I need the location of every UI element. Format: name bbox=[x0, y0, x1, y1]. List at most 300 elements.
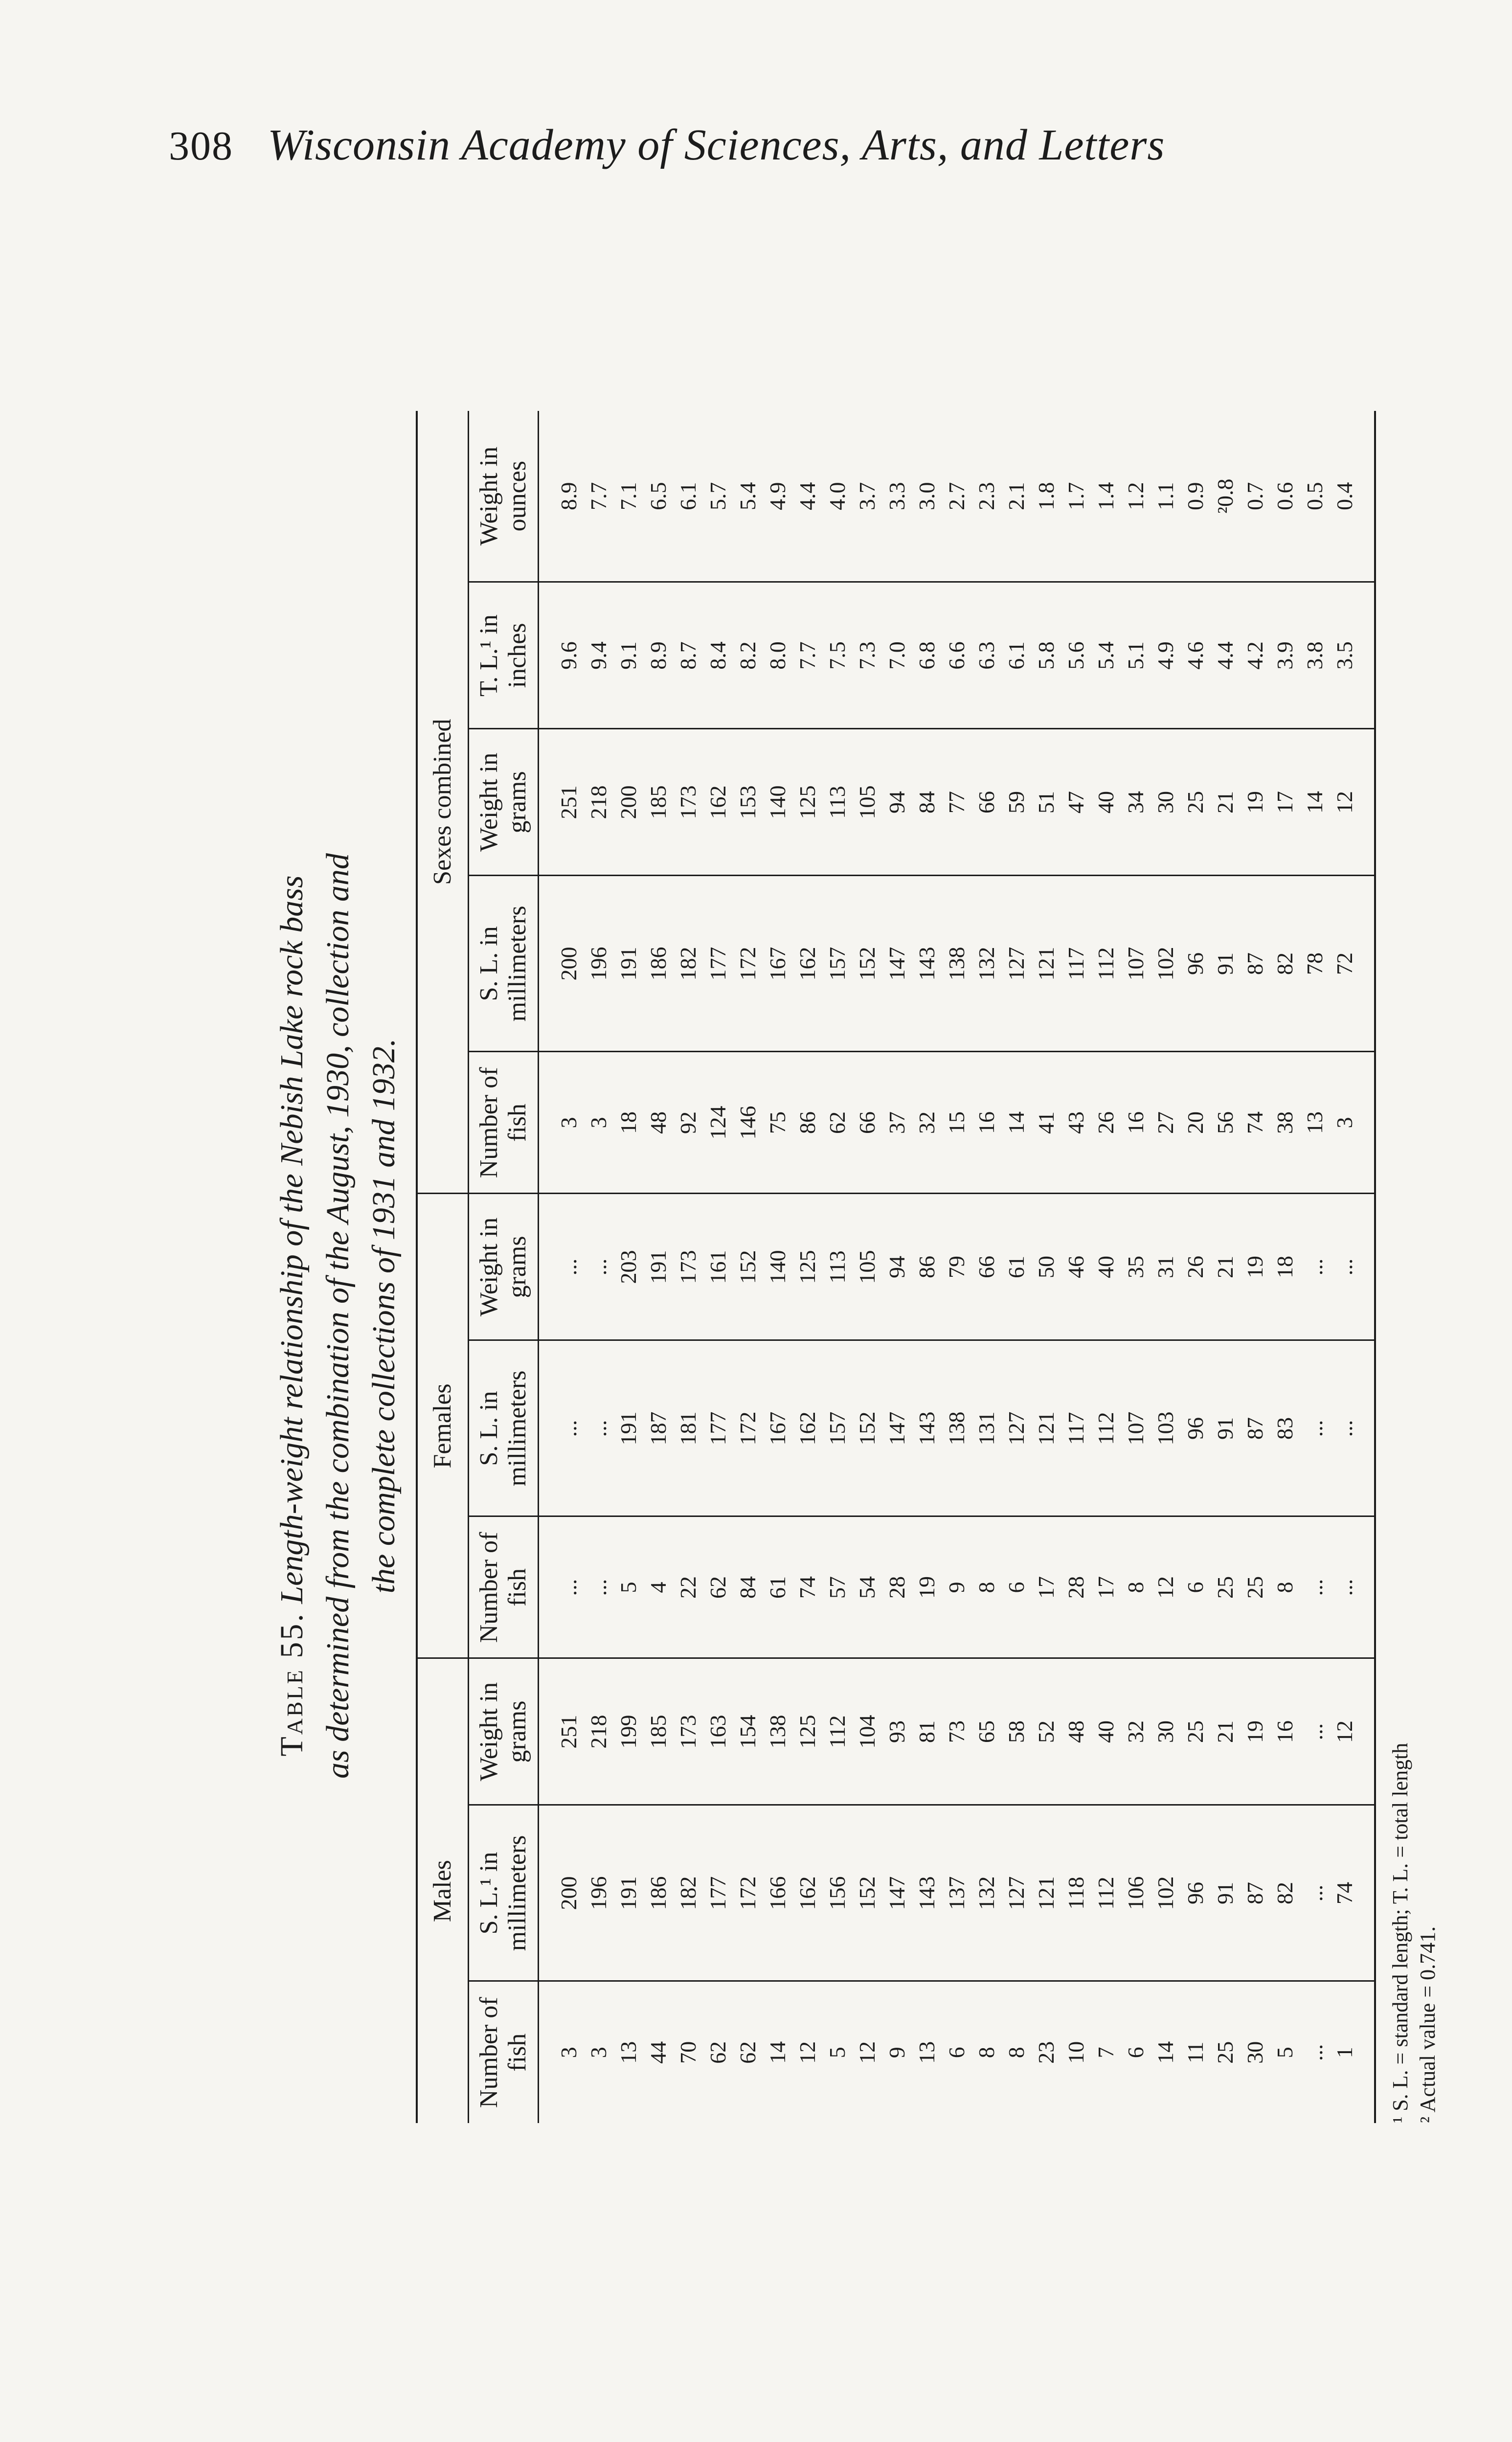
footnote-1: ¹ S. L. = standard length; T. L. = total length bbox=[1388, 1742, 1412, 2123]
table-cell: 8.4 bbox=[703, 582, 733, 729]
table-cell: 125 bbox=[792, 1194, 822, 1340]
table-row bbox=[822, 411, 852, 2123]
table-cell: 138 bbox=[942, 1340, 971, 1516]
table-cell: 65 bbox=[971, 1658, 1001, 1805]
table-cell: 112 bbox=[1091, 1340, 1121, 1516]
table-cell: 12 bbox=[1330, 729, 1374, 876]
table-cell: 8.9 bbox=[539, 411, 584, 582]
table-cell: 91 bbox=[1210, 1805, 1240, 1981]
caption-line-1 bbox=[269, 362, 315, 2270]
table-cell: 181 bbox=[673, 1340, 703, 1516]
table-cell: 43 bbox=[1061, 1052, 1091, 1194]
table-cell: 34 bbox=[1121, 729, 1151, 876]
table-row bbox=[882, 411, 912, 2123]
table-cell: 62 bbox=[705, 2041, 730, 2064]
table-cell: 41 bbox=[1031, 1052, 1061, 1194]
table-cell: 218 bbox=[584, 729, 613, 876]
table-cell: 104 bbox=[852, 1658, 882, 1805]
table-cell: 0.9 bbox=[1180, 411, 1210, 582]
table-cell: 92 bbox=[673, 1052, 703, 1194]
table-cell: 125 bbox=[792, 1658, 822, 1805]
table-row bbox=[942, 411, 971, 2123]
table-cell: 154 bbox=[733, 1658, 763, 1805]
caption-text-1: Length-weight relationship of the Nebish Lake rock bass bbox=[274, 875, 310, 1604]
col-females-sl: S. L. in millimeters bbox=[469, 1340, 539, 1516]
table-cell: 118 bbox=[1061, 1805, 1091, 1981]
table-cell: 16 bbox=[971, 1052, 1001, 1194]
table-cell: 17 bbox=[1091, 1516, 1121, 1658]
table-cell: 117 bbox=[1061, 1340, 1091, 1516]
table-cell: 1 bbox=[1332, 2047, 1357, 2058]
table-cell: 84 bbox=[733, 1516, 763, 1658]
table-cell: 4.4 bbox=[792, 411, 822, 582]
table-cell: 66 bbox=[852, 1052, 882, 1194]
table-cell: 26 bbox=[1180, 1194, 1210, 1340]
table-cell: 48 bbox=[643, 1052, 673, 1194]
table-cell: 30 bbox=[1151, 729, 1180, 876]
table-cell: 191 bbox=[613, 1340, 643, 1516]
table-cell: 200 bbox=[613, 729, 643, 876]
table-cell: 9.4 bbox=[584, 582, 613, 729]
table-cell: 31 bbox=[1151, 1194, 1180, 1340]
table-cell: 146 bbox=[733, 1052, 763, 1194]
table-cell: 8.0 bbox=[763, 582, 792, 729]
table-cell: 4.4 bbox=[1210, 582, 1240, 729]
table-cell: 173 bbox=[673, 729, 703, 876]
table-cell: 8 bbox=[1270, 1516, 1300, 1658]
table-cell: ... bbox=[584, 1340, 613, 1516]
table-cell: 2.7 bbox=[942, 411, 971, 582]
table-cell: 182 bbox=[673, 1805, 703, 1981]
table-cell: 0.5 bbox=[1300, 411, 1330, 582]
table-cell: 61 bbox=[763, 1516, 792, 1658]
table-cell: 3.0 bbox=[912, 411, 942, 582]
table-cell: 6.1 bbox=[673, 411, 703, 582]
table-body bbox=[539, 411, 1375, 2123]
table-cell: 25 bbox=[1210, 1516, 1240, 1658]
table-cell: 102 bbox=[1151, 876, 1180, 1052]
table-cell: 143 bbox=[912, 1340, 942, 1516]
col-males-number: Number of fish bbox=[469, 1981, 539, 2123]
table-cell: 7 bbox=[1093, 2047, 1118, 2058]
table-cell: 52 bbox=[1031, 1658, 1061, 1805]
table-cell: 40 bbox=[1091, 1194, 1121, 1340]
table-cell: 75 bbox=[763, 1052, 792, 1194]
table-cell: 47 bbox=[1061, 729, 1091, 876]
table-cell: 172 bbox=[733, 1340, 763, 1516]
table-cell: 51 bbox=[1031, 729, 1061, 876]
table-cell: ... bbox=[584, 1194, 613, 1340]
table-cell: 177 bbox=[703, 1805, 733, 1981]
table-cell: 218 bbox=[584, 1658, 613, 1805]
table-cell: 5.7 bbox=[703, 411, 733, 582]
table-cell: 3.7 bbox=[852, 411, 882, 582]
table-cell: 73 bbox=[942, 1658, 971, 1805]
table-cell: 152 bbox=[852, 1805, 882, 1981]
table-cell: 40 bbox=[1091, 1658, 1121, 1805]
table-cell: 2.3 bbox=[971, 411, 1001, 582]
table-cell: 16 bbox=[1121, 1052, 1151, 1194]
table-cell: 59 bbox=[1001, 729, 1031, 876]
table-cell: 1.4 bbox=[1091, 411, 1121, 582]
table-cell: 166 bbox=[763, 1805, 792, 1981]
table-cell: 87 bbox=[1240, 1805, 1270, 1981]
table-cell: 251 bbox=[539, 729, 584, 876]
table-cell: 9 bbox=[884, 2047, 909, 2058]
table-cell: 177 bbox=[703, 876, 733, 1052]
table-row bbox=[584, 411, 613, 2123]
table-cell: 38 bbox=[1270, 1052, 1300, 1194]
table-cell: 9.1 bbox=[613, 582, 643, 729]
table-cell: 81 bbox=[912, 1658, 942, 1805]
table-cell: 21 bbox=[1210, 1658, 1240, 1805]
table-row bbox=[1210, 411, 1240, 2123]
table-cell: ... bbox=[1330, 1516, 1374, 1658]
table-cell: 91 bbox=[1210, 876, 1240, 1052]
table-cell: 26 bbox=[1091, 1052, 1121, 1194]
table-cell: 191 bbox=[613, 1805, 643, 1981]
table-cell: 121 bbox=[1031, 1805, 1061, 1981]
table-cell: 40 bbox=[1091, 729, 1121, 876]
table-cell: 84 bbox=[912, 729, 942, 876]
table-cell: 138 bbox=[942, 876, 971, 1052]
table-cell: 8 bbox=[974, 2047, 999, 2058]
table-cell: 200 bbox=[539, 1805, 584, 1981]
table-cell: 3 bbox=[539, 1052, 584, 1194]
table-cell: 147 bbox=[882, 1805, 912, 1981]
table-cell: 4.9 bbox=[763, 411, 792, 582]
table-cell: 5 bbox=[613, 1516, 643, 1658]
table-cell: 173 bbox=[673, 1194, 703, 1340]
table-cell: 7.3 bbox=[852, 582, 882, 729]
caption-line-3: the complete collections of 1931 and 1932. bbox=[366, 1038, 402, 1594]
page-header bbox=[169, 120, 1343, 193]
table-cell: 161 bbox=[703, 1194, 733, 1340]
table-cell: 30 bbox=[1242, 2041, 1267, 2064]
table-cell: 74 bbox=[1330, 1805, 1374, 1981]
table-cell: 6.5 bbox=[643, 411, 673, 582]
group-males: Males bbox=[418, 1658, 469, 2123]
table-cell: 196 bbox=[584, 876, 613, 1052]
table-cell: ... bbox=[539, 1340, 584, 1516]
table-cell: 186 bbox=[643, 876, 673, 1052]
table-row bbox=[763, 411, 792, 2123]
table-cell: 21 bbox=[1210, 1194, 1240, 1340]
table-cell: ²0.8 bbox=[1210, 411, 1240, 582]
table-cell: 4.6 bbox=[1180, 582, 1210, 729]
table-label: Table 55. bbox=[274, 1612, 310, 1757]
col-females-number: Number of fish bbox=[469, 1516, 539, 1658]
table-cell: 3.8 bbox=[1300, 582, 1330, 729]
table-cell: 138 bbox=[763, 1658, 792, 1805]
table-cell: 251 bbox=[539, 1658, 584, 1805]
table-cell: 191 bbox=[613, 876, 643, 1052]
table-cell: 25 bbox=[1240, 1516, 1270, 1658]
table-cell: 30 bbox=[1151, 1658, 1180, 1805]
table-cell: 0.7 bbox=[1240, 411, 1270, 582]
table-cell: 113 bbox=[822, 729, 852, 876]
table-cell: 132 bbox=[971, 876, 1001, 1052]
table-cell: 6.8 bbox=[912, 582, 942, 729]
table-cell: 5.6 bbox=[1061, 582, 1091, 729]
table-cell: 117 bbox=[1061, 876, 1091, 1052]
table-cell: 203 bbox=[613, 1194, 643, 1340]
table-cell: 50 bbox=[1031, 1194, 1061, 1340]
table-cell: 182 bbox=[673, 876, 703, 1052]
table-cell: 121 bbox=[1031, 876, 1061, 1052]
table-cell: 74 bbox=[792, 1516, 822, 1658]
table-cell: 6 bbox=[1001, 1516, 1031, 1658]
table-cell: 102 bbox=[1151, 1805, 1180, 1981]
table-row bbox=[1180, 411, 1210, 2123]
table-row bbox=[852, 411, 882, 2123]
table-cell: 86 bbox=[912, 1194, 942, 1340]
table-cell: 12 bbox=[1151, 1516, 1180, 1658]
page-number: 308 bbox=[169, 123, 233, 169]
table-cell: 0.6 bbox=[1270, 411, 1300, 582]
table-cell: ... bbox=[1300, 1340, 1330, 1516]
table-cell: 0.4 bbox=[1330, 411, 1374, 582]
table-cell: 12 bbox=[1330, 1658, 1374, 1805]
table-cell: ... bbox=[539, 1194, 584, 1340]
table-cell: 137 bbox=[942, 1805, 971, 1981]
data-table-box bbox=[416, 411, 1376, 2123]
caption-line-2: as determined from the combination of the August, 1930, collection and bbox=[320, 853, 356, 1779]
table-cell: 103 bbox=[1151, 1340, 1180, 1516]
table-cell: 200 bbox=[539, 876, 584, 1052]
table-cell: 3 bbox=[556, 2047, 581, 2058]
table-cell: 4 bbox=[643, 1516, 673, 1658]
table-cell: ... bbox=[539, 1516, 584, 1658]
table-cell: 9.6 bbox=[539, 582, 584, 729]
table-cell: 4.0 bbox=[822, 411, 852, 582]
table-cell: 105 bbox=[852, 729, 882, 876]
table-cell: 185 bbox=[643, 729, 673, 876]
col-combined-number: Number of fish bbox=[469, 1052, 539, 1194]
table-cell: 4.2 bbox=[1240, 582, 1270, 729]
table-cell: 124 bbox=[703, 1052, 733, 1194]
table-cell: 167 bbox=[763, 1340, 792, 1516]
table-cell: 186 bbox=[643, 1805, 673, 1981]
table-cell: 87 bbox=[1240, 1340, 1270, 1516]
table-row bbox=[1091, 411, 1121, 2123]
table-row bbox=[703, 411, 733, 2123]
table-cell: 93 bbox=[882, 1658, 912, 1805]
table-cell: 113 bbox=[822, 1194, 852, 1340]
table-cell: 173 bbox=[673, 1658, 703, 1805]
table-cell: 3 bbox=[1330, 1052, 1374, 1194]
table-cell: 112 bbox=[1091, 876, 1121, 1052]
footnotes bbox=[1387, 362, 1442, 2123]
table-cell: 199 bbox=[613, 1658, 643, 1805]
table-cell: 19 bbox=[1240, 1658, 1270, 1805]
table-cell: 70 bbox=[676, 2041, 700, 2064]
table-cell: 22 bbox=[673, 1516, 703, 1658]
table-cell: 156 bbox=[822, 1805, 852, 1981]
table-cell: 7.5 bbox=[822, 582, 852, 729]
table-cell: 83 bbox=[1270, 1340, 1300, 1516]
table-cell: 140 bbox=[763, 1194, 792, 1340]
table-cell: 1.8 bbox=[1031, 411, 1061, 582]
table-cell: 28 bbox=[882, 1516, 912, 1658]
table-row bbox=[1061, 411, 1091, 2123]
col-males-weight: Weight in grams bbox=[469, 1658, 539, 1805]
table-cell: 17 bbox=[1031, 1516, 1061, 1658]
table-cell: 19 bbox=[912, 1516, 942, 1658]
rotated-table-block bbox=[259, 362, 1440, 2270]
table-row bbox=[971, 411, 1001, 2123]
table-cell: 6 bbox=[1180, 1516, 1210, 1658]
table-cell: 3.3 bbox=[882, 411, 912, 582]
table-cell: 74 bbox=[1240, 1052, 1270, 1194]
table-cell: 66 bbox=[971, 1194, 1001, 1340]
table-cell: 94 bbox=[882, 1194, 912, 1340]
table-cell: 185 bbox=[643, 1658, 673, 1805]
table-row bbox=[912, 411, 942, 2123]
table-cell: 12 bbox=[855, 2041, 880, 2064]
table-cell: 177 bbox=[703, 1340, 733, 1516]
col-females-weight: Weight in grams bbox=[469, 1194, 539, 1340]
group-sexes-combined: Sexes combined bbox=[418, 411, 469, 1194]
table-cell: 8.9 bbox=[643, 582, 673, 729]
table-cell: 7.7 bbox=[792, 582, 822, 729]
table-cell: 152 bbox=[733, 1194, 763, 1340]
table-row bbox=[733, 411, 763, 2123]
table-cell: 132 bbox=[971, 1805, 1001, 1981]
table-cell: 106 bbox=[1121, 1805, 1151, 1981]
table-cell: 35 bbox=[1121, 1194, 1151, 1340]
running-title: Wisconsin Academy of Sciences, Arts, and Letters bbox=[268, 121, 1165, 169]
table-cell: 66 bbox=[971, 729, 1001, 876]
table-cell: 147 bbox=[882, 876, 912, 1052]
table-cell: 1.7 bbox=[1061, 411, 1091, 582]
table-cell: 172 bbox=[733, 1805, 763, 1981]
table-cell: ... bbox=[1302, 2044, 1327, 2061]
table-cell: 5.4 bbox=[733, 411, 763, 582]
table-cell: 163 bbox=[703, 1658, 733, 1805]
table-cell: 5 bbox=[825, 2047, 850, 2058]
table-cell: 17 bbox=[1270, 729, 1300, 876]
table-row bbox=[1240, 411, 1270, 2123]
table-cell: 162 bbox=[792, 1340, 822, 1516]
table-cell: 23 bbox=[1034, 2041, 1059, 2064]
table-cell: 32 bbox=[912, 1052, 942, 1194]
table-cell: 5.8 bbox=[1031, 582, 1061, 729]
table-cell: 61 bbox=[1001, 1194, 1031, 1340]
table-cell: 62 bbox=[822, 1052, 852, 1194]
table-cell: 112 bbox=[1091, 1805, 1121, 1981]
table-cell: 87 bbox=[1240, 876, 1270, 1052]
table-cell: 15 bbox=[942, 1052, 971, 1194]
table-cell: 94 bbox=[882, 729, 912, 876]
table-cell: 3.9 bbox=[1270, 582, 1300, 729]
table-cell: 25 bbox=[1213, 2041, 1238, 2064]
table-cell: 125 bbox=[792, 729, 822, 876]
table-cell: 44 bbox=[646, 2041, 671, 2064]
table-cell: 143 bbox=[912, 876, 942, 1052]
col-males-sl: S. L.¹ in millimeters bbox=[469, 1805, 539, 1981]
table-cell: 13 bbox=[1300, 1052, 1330, 1194]
table-cell: 127 bbox=[1001, 1805, 1031, 1981]
table-cell: 127 bbox=[1001, 876, 1031, 1052]
col-combined-sl: S. L. in millimeters bbox=[469, 876, 539, 1052]
table-cell: 8 bbox=[1004, 2047, 1029, 2058]
table-cell: 19 bbox=[1240, 729, 1270, 876]
col-combined-tl: T. L.¹ in inches bbox=[469, 582, 539, 729]
table-cell: 10 bbox=[1063, 2041, 1088, 2064]
table-cell: ... bbox=[584, 1516, 613, 1658]
table-cell: ... bbox=[1300, 1194, 1330, 1340]
table-cell: 37 bbox=[882, 1052, 912, 1194]
table-row bbox=[1001, 411, 1031, 2123]
table-cell: 28 bbox=[1061, 1516, 1091, 1658]
group-females: Females bbox=[418, 1194, 469, 1658]
table-cell: 3 bbox=[584, 1052, 613, 1194]
table-cell: 62 bbox=[703, 1516, 733, 1658]
table-cell: 8 bbox=[971, 1516, 1001, 1658]
table-cell: 14 bbox=[1001, 1052, 1031, 1194]
table-cell: 14 bbox=[1300, 729, 1330, 876]
table-caption bbox=[259, 362, 416, 2270]
table-cell: 11 bbox=[1183, 2041, 1208, 2063]
table-cell: 152 bbox=[852, 1340, 882, 1516]
table-cell: 25 bbox=[1180, 729, 1210, 876]
table-cell: 21 bbox=[1210, 729, 1240, 876]
table-cell: 82 bbox=[1270, 876, 1300, 1052]
table-cell: 86 bbox=[792, 1052, 822, 1194]
table-cell: 77 bbox=[942, 729, 971, 876]
table-cell: 8 bbox=[1121, 1516, 1151, 1658]
table-cell: 2.1 bbox=[1001, 411, 1031, 582]
table-cell: 18 bbox=[613, 1052, 643, 1194]
table-cell: ... bbox=[1330, 1194, 1374, 1340]
length-weight-table bbox=[418, 411, 1374, 2123]
table-cell: 162 bbox=[703, 729, 733, 876]
table-cell: 46 bbox=[1061, 1194, 1091, 1340]
table-row bbox=[643, 411, 673, 2123]
table-cell: 16 bbox=[1270, 1658, 1300, 1805]
table-cell: 187 bbox=[643, 1340, 673, 1516]
table-cell: ... bbox=[1300, 1805, 1330, 1981]
table-cell: 131 bbox=[971, 1340, 1001, 1516]
table-cell: 19 bbox=[1240, 1194, 1270, 1340]
table-cell: ... bbox=[1300, 1516, 1330, 1658]
table-cell: 107 bbox=[1121, 1340, 1151, 1516]
table-cell: 18 bbox=[1270, 1194, 1300, 1340]
table-cell: 5.4 bbox=[1091, 582, 1121, 729]
table-cell: 6 bbox=[944, 2047, 969, 2058]
table-cell: 13 bbox=[616, 2041, 641, 2064]
table-cell: 167 bbox=[763, 876, 792, 1052]
table-cell: 6.3 bbox=[971, 582, 1001, 729]
table-cell: 105 bbox=[852, 1194, 882, 1340]
table-cell: 191 bbox=[643, 1194, 673, 1340]
table-cell: 5.1 bbox=[1121, 582, 1151, 729]
table-cell: 107 bbox=[1121, 876, 1151, 1052]
table-cell: 57 bbox=[822, 1516, 852, 1658]
table-row bbox=[792, 411, 822, 2123]
table-cell: 1.1 bbox=[1151, 411, 1180, 582]
table-cell: 3.5 bbox=[1330, 582, 1374, 729]
table-cell: 32 bbox=[1121, 1658, 1151, 1805]
table-cell: 14 bbox=[765, 2041, 790, 2064]
table-cell: 56 bbox=[1210, 1052, 1240, 1194]
table-cell: 27 bbox=[1151, 1052, 1180, 1194]
table-cell: 91 bbox=[1210, 1340, 1240, 1516]
table-cell: 152 bbox=[852, 876, 882, 1052]
table-cell: 3 bbox=[586, 2047, 611, 2058]
table-row bbox=[1031, 411, 1061, 2123]
